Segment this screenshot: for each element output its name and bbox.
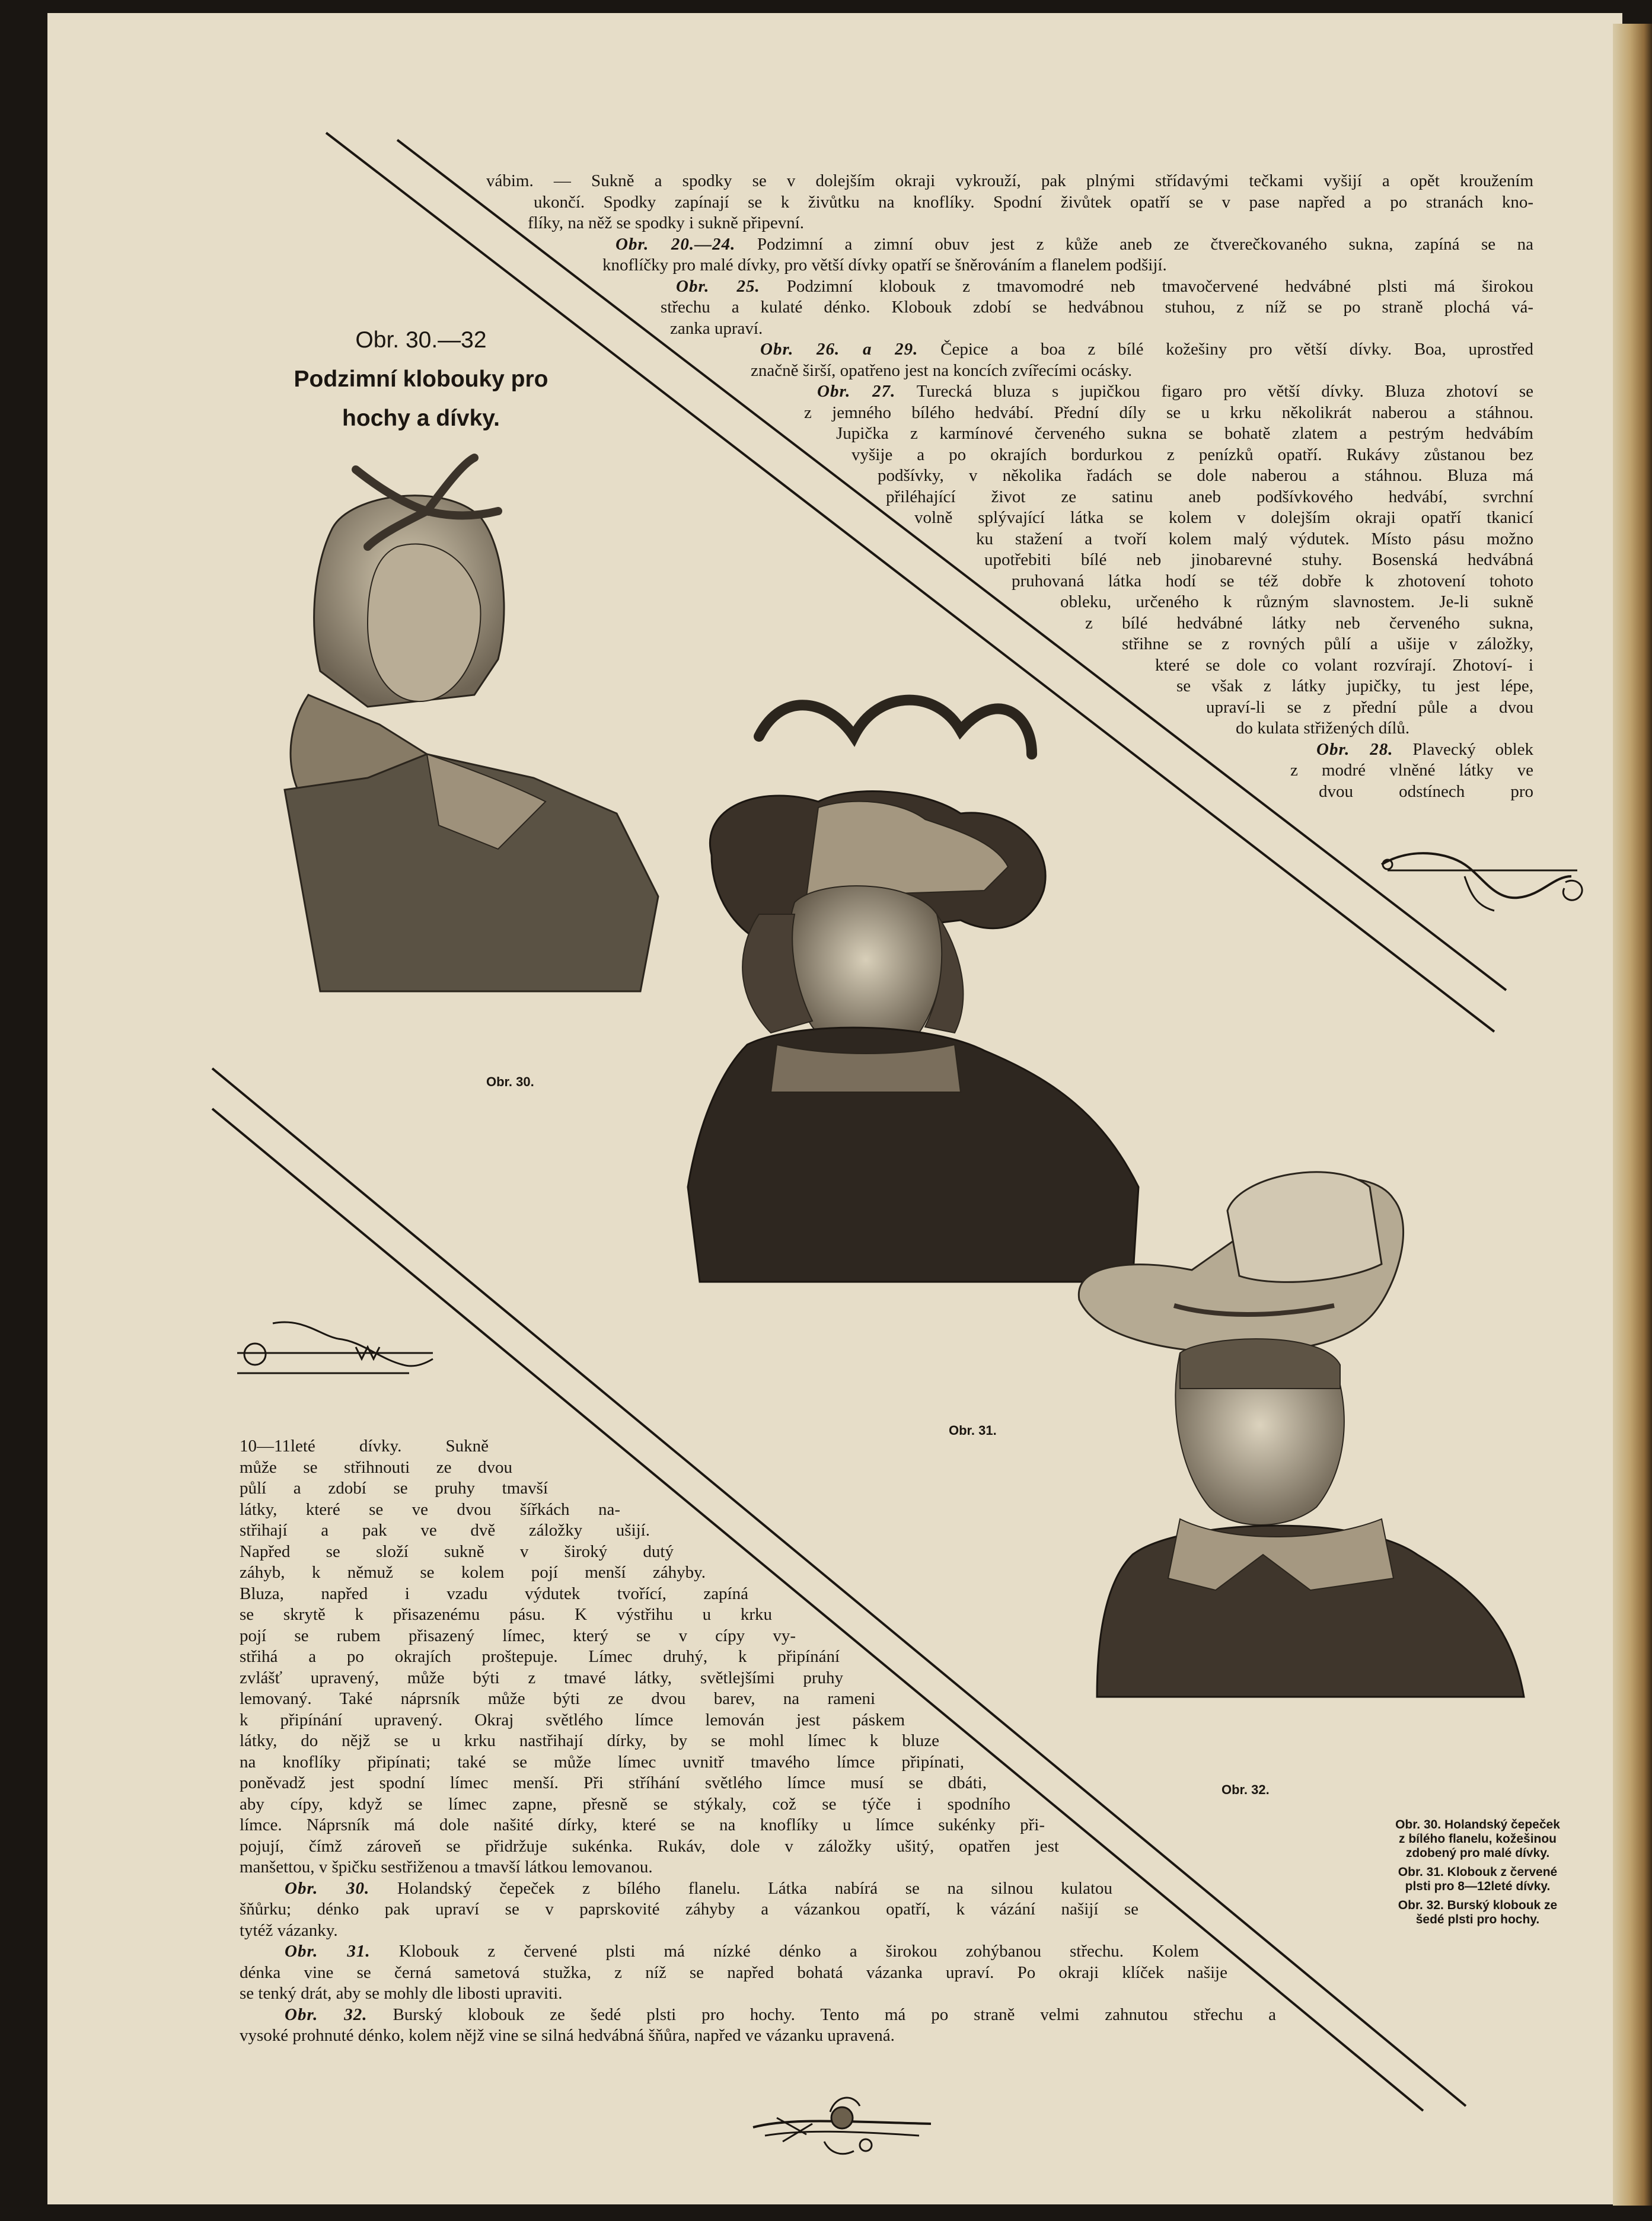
text-line — [760, 339, 1533, 360]
text-line: přiléhající život ze satinu aneb podšívkového hedvábí, svrchní — [886, 487, 1533, 506]
text-span: Holandský čepeček z bílého flanelu. Látka nabírá se na silnou kulatou — [397, 1878, 1113, 1898]
bottom-article-text — [47, 1436, 1622, 2047]
text-line: podšívky, v několika řadách se dole naberou a stáhnou. Bluza má — [878, 466, 1533, 485]
text-line: lemovaný. Také náprsník může býti ze dvou barev, na rameni — [240, 1689, 875, 1708]
text-line: z modré vlněné látky ve — [1290, 761, 1533, 780]
text-line: se tenký drát, aby se mohly dle libosti upraviti. — [240, 1984, 563, 2003]
text-span: Klobouk z červené plsti má nízké dénko a širokou zohýbanou střechu. Kolem — [398, 1942, 1199, 1961]
illustration-fig30-bonnet — [249, 446, 676, 1015]
figure-label-31: Obr. 31. — [949, 1423, 997, 1438]
figure-ref: Obr. 31. — [285, 1942, 371, 1961]
text-line — [285, 1941, 1199, 1962]
text-line: zvlášť upravený, může býti z tmavé látky, světlejšími pruhy — [240, 1668, 843, 1687]
text-line: látky, do nějž se u krku nastřihají dírky, by se mohl límec k bluze — [240, 1731, 939, 1750]
text-line: Bluza, napřed i vzadu výdutek tvořící, zapíná — [240, 1584, 748, 1603]
text-line: upraví-li se z přední půle a dvou — [1206, 697, 1533, 717]
text-span: Turecká bluza s jupičkou figaro pro větší dívky. Bluza zhotoví se — [916, 382, 1533, 401]
text-line: k připínání upravený. Okraj světlého límce lemován jest páskem — [240, 1710, 905, 1729]
header-figure-range: Obr. 30.—32 — [355, 327, 487, 353]
text-line: vábim. — Sukně a spodky se v dolejším okraji vykrouží, pak plnými střídavými tečkami vyšijí a opět kroužením — [486, 171, 1533, 190]
text-line: Napřed se složí sukně v široký dutý — [240, 1542, 674, 1561]
text-line: upotřebiti bílé neb jinobarevné stuhy. Bosenská hedvábná — [984, 550, 1533, 569]
text-line: vyšije a po okrajích bordurkou z penízků opatří. Rukávy zůstanou bez — [851, 445, 1533, 464]
text-line — [817, 381, 1533, 403]
figure-ref: Obr. 27. — [817, 382, 896, 401]
text-line: pojují, čímž zároveň se přidržuje sukénka. Rukáv, dole v záložky ušitý, opatřen jest — [240, 1836, 1059, 1856]
header-title-line1: Podzimní klobouky pro — [294, 366, 548, 392]
text-line: z jemného bílého hedvábí. Přední díly se u krku několikrát naberou a stáhnou. — [804, 403, 1533, 422]
text-line: půlí a zdobí se pruhy tmavší — [240, 1479, 548, 1498]
text-span: Burský klobouk ze šedé plsti pro hochy. Tento má po straně velmi zahnutou střechu a — [393, 2005, 1276, 2024]
figure-ref: Obr. 28. — [1316, 739, 1393, 759]
text-line: střihá a po okrajích proštepuje. Límec druhý, k připínání — [240, 1647, 840, 1666]
text-line: se skrytě k přisazenému pásu. K výstřihu u krku — [240, 1605, 772, 1624]
text-line: šňůrku; dénko pak upraví se v paprskovité záhyby a vázankou opatří, k vázání našijí se — [240, 1900, 1138, 1919]
text-line: značně širší, opatřeno jest na koncích zvířecími ocásky. — [751, 360, 1133, 380]
flourish-ornament-right — [1376, 841, 1589, 924]
text-line: knoflíčky pro malé dívky, pro větší dívky opatří se šněrováním a flanelem podšijí. — [602, 256, 1167, 275]
text-span: Čepice a boa z bílé kožešiny pro větší dívky. Boa, uprostřed — [940, 340, 1534, 359]
text-line — [285, 2005, 1276, 2026]
floral-ornament-bottom — [741, 2088, 943, 2165]
text-line: na knoflíky připínati; také se může límec uvnitř tmavého límce připínati, — [240, 1752, 964, 1772]
text-line: zanka upraví. — [670, 318, 763, 338]
text-line: střihají a pak ve dvě záložky ušijí. — [240, 1521, 650, 1540]
text-line: z bílé hedvábné látky neb červeného sukna, — [1085, 613, 1533, 633]
figure-ref: Obr. 32. — [285, 2005, 368, 2024]
text-line: dénka vine se černá sametová stužka, z níž se napřed bohatá vázanka upraví. Po okraji klíček našije — [240, 1962, 1227, 1982]
text-line: ku stažení a tvoří kolem malý výdutek. Místo pásu možno — [976, 529, 1533, 548]
text-line: límce. Náprsník má dole našité dírky, které se na knoflíky u límce sukénky při- — [240, 1815, 1045, 1834]
text-line: dvou odstínech pro — [1319, 781, 1533, 801]
caption-line: šedé plsti pro hochy. — [1415, 1913, 1540, 1926]
text-line — [285, 1878, 1112, 1900]
text-line: 10—11leté dívky. Sukně — [240, 1437, 489, 1456]
text-line — [615, 234, 1533, 256]
text-line: ukončí. Spodky zapínají se k živůtku na knoflíky. Spodní živůtek opatří se v pase napřed a po stranách kno- — [534, 192, 1533, 212]
figure-ref: Obr. 26. a 29. — [760, 340, 919, 359]
caption-line: Obr. 32. Burský klobouk ze — [1398, 1898, 1558, 1912]
caption-line: z bílého flanelu, kožešinou — [1398, 1832, 1557, 1846]
text-line: pojí se rubem přisazený límec, který se v cípy vy- — [240, 1626, 796, 1645]
book-spine-edge — [1613, 24, 1652, 2206]
text-line: poněvadž jest spodní límec menší. Při stříhání světlého límce musí se dbáti, — [240, 1773, 987, 1792]
magazine-page — [47, 13, 1622, 2204]
text-line: se však z látky jupičky, tu jest lépe, — [1176, 676, 1533, 695]
figure-label-30: Obr. 30. — [486, 1074, 534, 1089]
text-line: střechu a kulaté dénko. Klobouk zdobí se hedvábnou stuhou, z níž se po straně plochá vá- — [661, 298, 1533, 317]
caption-line: zdobený pro malé dívky. — [1405, 1846, 1550, 1860]
text-line: do kulata střižených dílů. — [1236, 719, 1410, 738]
text-line: manšettou, v špičku sestřiženou a tmavší látkou lemovanou. — [240, 1858, 653, 1877]
text-line: vysoké prohnuté dénko, kolem nějž vine se silná hedvábná šňůra, napřed ve vázanku upravená. — [240, 2026, 895, 2045]
caption-line: Obr. 31. Klobouk z červené — [1398, 1865, 1558, 1879]
text-span: Podzimní a zimní obuv jest z kůže aneb ze čtverečkovaného sukna, zapíná se na — [757, 234, 1534, 254]
text-line: střihne se z rovných půlí a ušije v záložky, — [1122, 634, 1533, 653]
text-line: může se střihnouti ze dvou — [240, 1457, 512, 1477]
figure-label-32: Obr. 32. — [1222, 1782, 1270, 1797]
header-title-line2: hochy a dívky. — [342, 406, 500, 431]
caption-line: Obr. 30. Holandský čepeček — [1395, 1818, 1560, 1831]
flourish-ornament-left — [231, 1311, 445, 1394]
text-line: látky, které se ve dvou šířkách na- — [240, 1499, 620, 1519]
figure-ref: Obr. 25. — [676, 276, 760, 296]
text-line: pruhovaná látka hodí se též dobře k zhotovení tohoto — [1012, 571, 1533, 591]
text-line — [1316, 739, 1533, 761]
text-line: které se dole co volant rozvírají. Zhotoví- i — [1155, 655, 1533, 675]
text-line: tytéž vázanky. — [240, 1920, 338, 1940]
text-line: obleku, určeného k různým slavnostem. Je-li sukně — [1060, 592, 1533, 611]
text-line — [676, 276, 1533, 298]
text-span: Plavecký oblek — [1412, 739, 1533, 759]
figure-ref: Obr. 20.—24. — [615, 234, 736, 254]
text-line: Jupička z karmínové červeného sukna se bohatě zlatem a pestrým hedvábím — [836, 424, 1533, 443]
text-line: aby cípy, když se límec zapne, přesně se stýkaly, což se týče i spodního — [240, 1794, 1010, 1814]
text-line: záhyb, k němuž se kolem pojí menší záhyby. — [240, 1563, 706, 1582]
figure-ref: Obr. 30. — [285, 1878, 370, 1898]
text-span: Podzimní klobouk z tmavomodré neb tmavočervené hedvábné plsti má širokou — [786, 276, 1533, 296]
text-line: flíky, na něž se spodky i sukně připevní. — [528, 213, 805, 232]
caption-line: plsti pro 8—12leté dívky. — [1405, 1879, 1551, 1893]
text-line: volně splývající látka se kolem v dolejším okraji opatří tkanicí — [914, 508, 1533, 527]
